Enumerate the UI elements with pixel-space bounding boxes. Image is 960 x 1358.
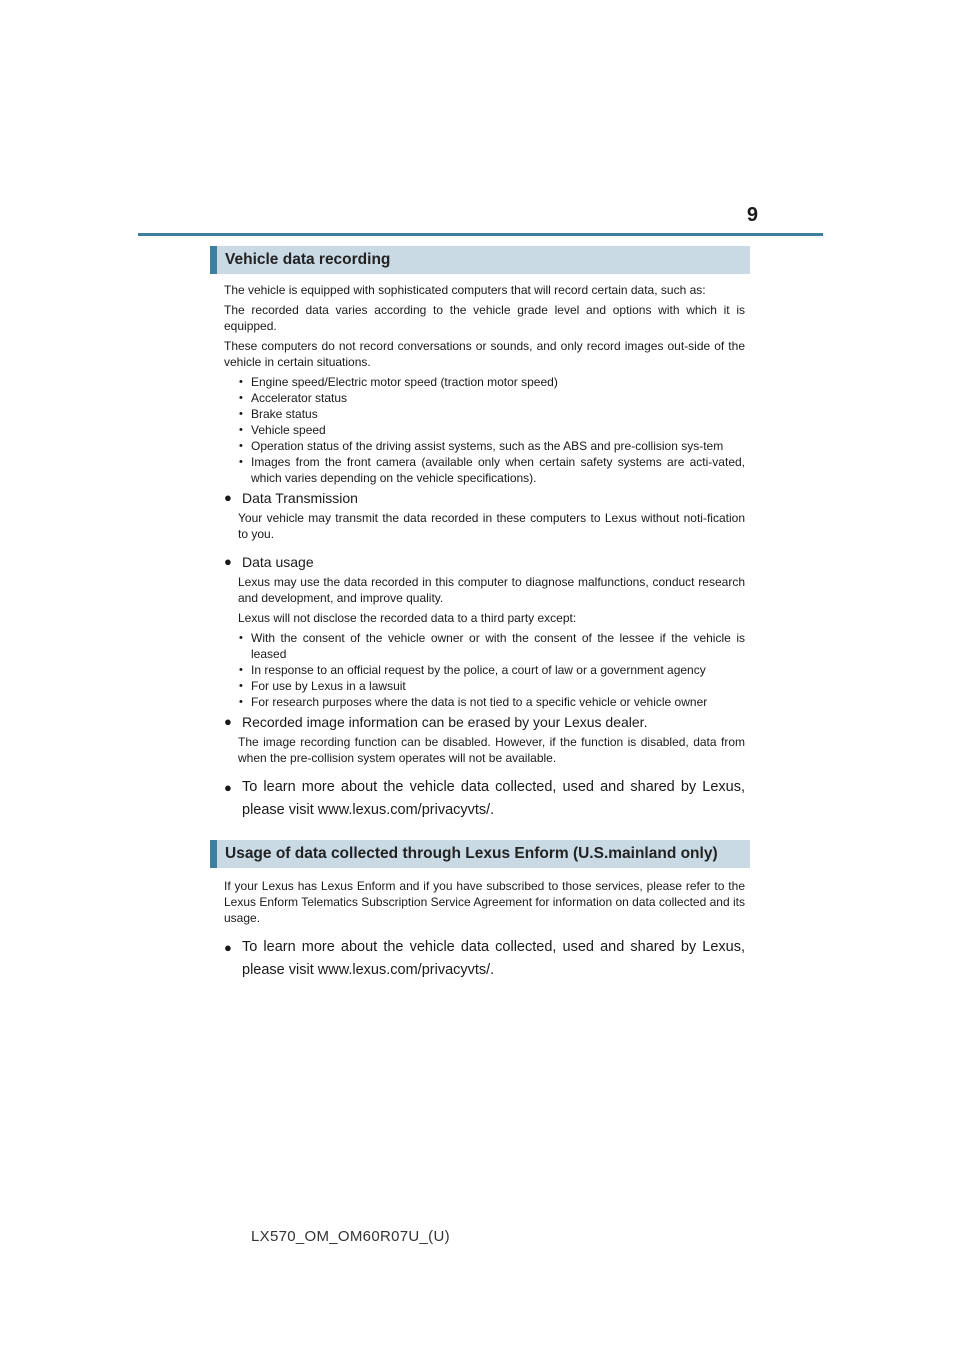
learn-more-text: To learn more about the vehicle data collected, used and shared by Lexus, please visit www.lexus.com/privacyvts/. [242, 779, 745, 818]
learn-more-note [210, 776, 745, 822]
circle-bullet-icon: ● [224, 490, 232, 505]
bullet-heading-usage [210, 552, 745, 572]
list-item: • For research purposes where the data is not tied to a specific vehicle or vehicle owner [251, 694, 745, 710]
page-content [210, 246, 750, 982]
bullet-body: Your vehicle may transmit the data recorded in these computers to Lexus without noti-fication to you. [238, 511, 745, 541]
list-item: • For use by Lexus in a lawsuit [251, 678, 745, 694]
enform-paragraph: If your Lexus has Lexus Enform and if you have subscribed to those services, please refer to the Lexus Enform Telematics Subscription Service Agreement for information on data collected and its usage. [224, 879, 745, 925]
learn-more-text: To learn more about the vehicle data collected, used and shared by Lexus, please visit www.lexus.com/privacyvts/. [242, 939, 745, 978]
list-item: • Brake status [251, 406, 745, 422]
list-item: • Operation status of the driving assist systems, such as the ABS and pre-collision sys-tem [251, 438, 745, 454]
bullet-heading-text: Data usage [242, 554, 314, 570]
list-item: • Accelerator status [251, 390, 745, 406]
intro-paragraph: The vehicle is equipped with sophisticated computers that will record certain data, such as: [224, 283, 706, 297]
recorded-data-list [210, 374, 745, 486]
bullet-heading-erase [210, 712, 745, 732]
bullet-body: The image recording function can be disabled. However, if the function is disabled, data from when the pre-collision system operates will not be available. [238, 735, 745, 765]
circle-bullet-icon: ● [224, 780, 232, 795]
circle-bullet-icon: ● [224, 714, 232, 729]
exceptions-list [210, 630, 745, 710]
section-title: Usage of data collected through Lexus Enform (U.S.mainland only) [210, 840, 750, 868]
footer-doc-code: LX570_OM_OM60R07U_(U) [251, 1228, 450, 1245]
section-vehicle-data-recording [210, 246, 750, 822]
bullet-body: Lexus may use the data recorded in this computer to diagnose malfunctions, conduct research and development, and improve quality. [238, 575, 745, 605]
intro-paragraph: These computers do not record conversations or sounds, and only record images out-side of the vehicle in certain situations. [224, 339, 745, 369]
intro-paragraph: The recorded data varies according to the vehicle grade level and options with which it is equipped. [224, 303, 745, 333]
circle-bullet-icon: ● [224, 554, 232, 569]
section-lexus-enform [210, 840, 750, 982]
list-item: • Engine speed/Electric motor speed (traction motor speed) [251, 374, 745, 390]
header-rule [138, 233, 823, 236]
circle-bullet-icon: ● [224, 940, 232, 955]
bullet-heading-transmission [210, 488, 745, 508]
learn-more-note [210, 936, 745, 982]
page-number: 9 [746, 204, 758, 226]
bullet-heading-text: Recorded image information can be erased by your Lexus dealer. [242, 714, 648, 730]
section-title: Vehicle data recording [210, 246, 750, 274]
list-item: • With the consent of the vehicle owner or with the consent of the lessee if the vehicle is leased [251, 630, 745, 662]
list-item: • In response to an official request by the police, a court of law or a government agency [251, 662, 745, 678]
bullet-body: Lexus will not disclose the recorded data to a third party except: [238, 611, 577, 625]
list-item: • Images from the front camera (available only when certain safety systems are acti-vated, which varies depending on the vehicle specifications). [251, 454, 745, 486]
bullet-heading-text: Data Transmission [242, 490, 358, 506]
list-item: • Vehicle speed [251, 422, 745, 438]
